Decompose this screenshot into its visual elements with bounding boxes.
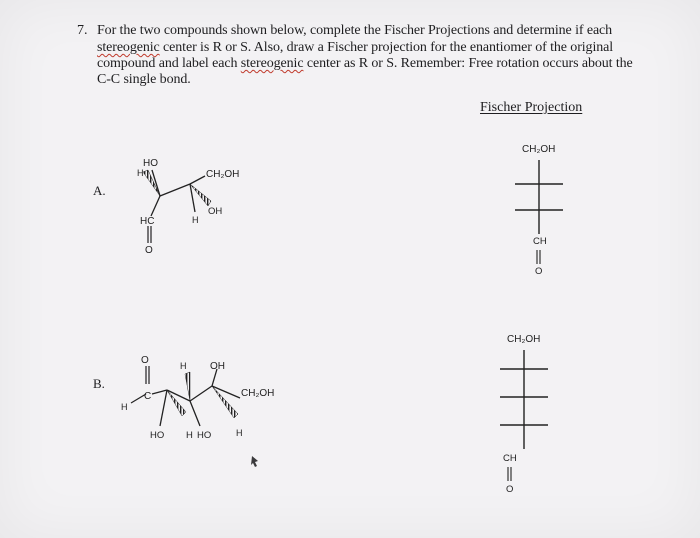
fischer-a-top: CH₂OH — [522, 144, 556, 155]
structure-a — [137, 158, 239, 256]
fischer-b-bottom-o: O — [506, 484, 514, 495]
question-number: 7. — [77, 23, 88, 38]
question-line-4: C-C single bond. — [97, 72, 191, 87]
label-h-top: H — [180, 361, 187, 371]
label-ho: HO — [143, 158, 158, 169]
label-h: H — [192, 215, 199, 225]
label-o: O — [141, 355, 149, 366]
spell-flag-stereogenic: stereogenic — [240, 56, 304, 71]
label-ch2oh: CH₂OH — [241, 388, 275, 399]
label-h-right: H — [236, 428, 243, 438]
label-oh: OH — [208, 206, 223, 217]
bond-c3-ch2oh — [190, 176, 205, 184]
fischer-heading: Fischer Projection — [480, 100, 583, 115]
bond-c3-ho — [190, 401, 200, 426]
label-ch2oh: CH₂OH — [206, 169, 240, 180]
hash-bond-c4-h — [212, 386, 238, 418]
fischer-projection-a — [515, 144, 563, 277]
fischer-b-top: CH₂OH — [507, 334, 541, 345]
label-oh-top: OH — [210, 361, 225, 372]
spell-flag-stereogenic: stereogenic — [97, 40, 160, 55]
bond-c2-ho — [160, 390, 167, 426]
bond-c2-c3 — [160, 184, 190, 196]
mouse-cursor-icon — [251, 456, 258, 467]
bond-c3-c4 — [190, 386, 212, 401]
hash-bond-h — [143, 170, 160, 196]
bond-c1-c2 — [152, 390, 167, 394]
hash-bond-c3-h — [185, 372, 190, 401]
fischer-b-bottom-group: CH — [503, 453, 517, 464]
structure-b — [121, 355, 274, 441]
label-hc: HC — [140, 216, 155, 227]
label-h-wedge: H — [137, 168, 144, 178]
part-b-label: B. — [93, 376, 105, 391]
fischer-a-bottom-o: O — [535, 266, 543, 277]
label-o: O — [145, 245, 153, 256]
label-c: C — [144, 391, 152, 402]
question-line-1: For the two compounds shown below, complete the Fischer Projections and determine if each — [97, 23, 613, 38]
label-h-left: H — [121, 402, 128, 412]
label-ho-2: HO — [197, 430, 212, 441]
label-ho-1: HO — [150, 430, 165, 441]
question-line-3: compound and label each stereogenic center as R or S. Remember: Free rotation occurs about the — [97, 56, 633, 71]
bond-c2-hc — [151, 196, 160, 216]
part-a-label: A. — [93, 183, 106, 198]
question-line-2: stereogenic center is R or S. Also, draw a Fischer projection for the enantiomer of the original — [97, 40, 614, 55]
fischer-a-bottom-group: CH — [533, 236, 547, 247]
label-h-bottom: H — [186, 430, 193, 441]
fischer-projection-b — [500, 334, 548, 495]
